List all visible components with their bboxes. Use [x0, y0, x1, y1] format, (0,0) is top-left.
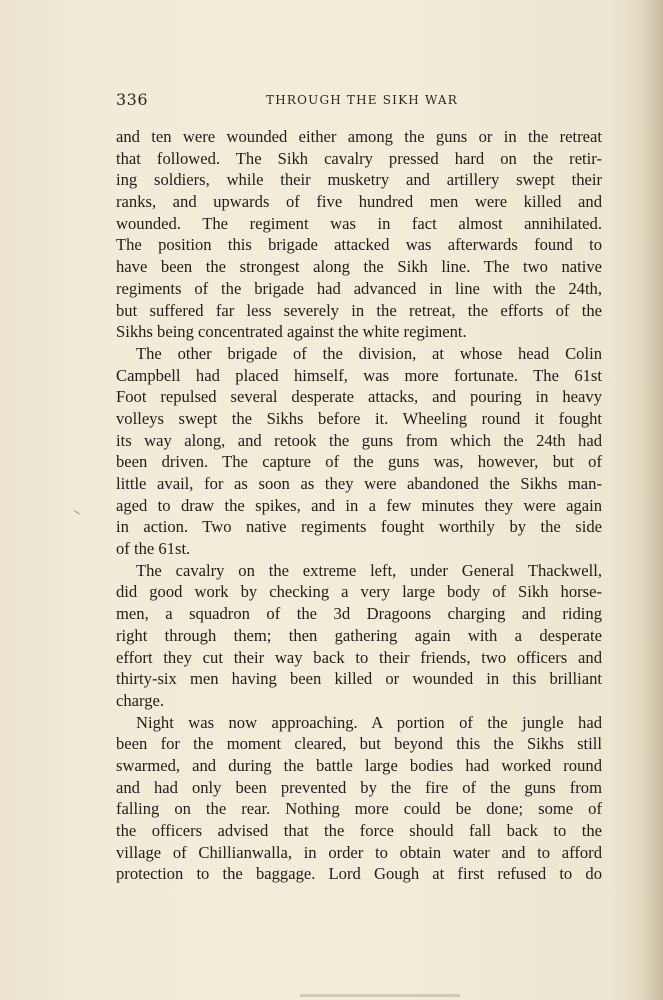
- text-line: falling on the rear. Nothing more could be done; some of: [116, 799, 602, 819]
- text-line: of the 61st.: [116, 539, 191, 559]
- text-line: charge.: [116, 690, 165, 710]
- text-line: The cavalry on the extreme left, under General Thackwell,: [136, 560, 602, 580]
- text-line: wounded. The regiment was in fact almost annihilated.: [116, 213, 602, 233]
- text-line: Foot repulsed several desperate attacks, and pouring in heavy: [116, 387, 602, 407]
- text-line: volleys swept the Sikhs before it. Wheeling round it fought: [116, 408, 602, 428]
- page-number: 336: [116, 90, 149, 109]
- text-line: The other brigade of the division, at whose head Colin: [136, 343, 602, 363]
- page-edge-shadow: [641, 0, 663, 1000]
- margin-mark: [74, 510, 79, 514]
- text-line: village of Chillianwalla, in order to obtain water and to afford: [116, 842, 602, 862]
- page-header: [116, 88, 546, 112]
- page-smudge: [300, 994, 460, 997]
- text-line: right through them; then gathering again with a desperate: [116, 625, 602, 645]
- running-head: THROUGH THE SIKH WAR: [266, 93, 459, 107]
- text-line: men, a squadron of the 3d Dragoons charging and riding: [116, 604, 602, 624]
- text-line: ing soldiers, while their musketry and artillery swept their: [116, 170, 602, 190]
- body-text: [116, 126, 602, 885]
- text-line: Night was now approaching. A portion of the jungle had: [136, 712, 602, 732]
- text-line: in action. Two native regiments fought worthily by the side: [116, 517, 602, 537]
- text-line: and ten were wounded either among the guns or in the retreat: [116, 127, 602, 146]
- text-line: the officers advised that the force should fall back to the: [116, 821, 602, 840]
- text-line: thirty-six men having been killed or wounded in this brilliant: [116, 669, 602, 689]
- text-line: did good work by checking a very large body of Sikh horse-: [116, 582, 602, 602]
- text-line: ranks, and upwards of five hundred men were killed and: [116, 192, 602, 212]
- text-line: aged to draw the spikes, and in a few minutes they were again: [116, 495, 602, 515]
- text-line: The position this brigade attacked was afterwards found to: [116, 235, 602, 255]
- text-line: been for the moment cleared, but beyond this the Sikhs still: [116, 734, 602, 754]
- text-line: little avail, for as soon as they were abandoned the Sikhs man-: [116, 474, 602, 493]
- text-line: regiments of the brigade had advanced in line with the 24th,: [116, 278, 602, 298]
- text-line: effort they cut their way back to their friends, two officers and: [116, 647, 602, 667]
- text-line: its way along, and retook the guns from which the 24th had: [116, 430, 602, 450]
- text-line: have been the strongest along the Sikh line. The two native: [116, 257, 602, 277]
- text-line: protection to the baggage. Lord Gough at first refused to do: [116, 864, 602, 884]
- text-line: that followed. The Sikh cavalry pressed hard on the retir-: [116, 148, 602, 168]
- text-line: Campbell had placed himself, was more fortunate. The 61st: [116, 365, 602, 385]
- text-line: and had only been prevented by the fire of the guns from: [116, 777, 602, 797]
- text-line: swarmed, and during the battle large bodies had worked round: [116, 755, 602, 775]
- text-line: Sikhs being concentrated against the white regiment.: [116, 322, 467, 342]
- text-line: but suffered far less severely in the retreat, the efforts of the: [116, 300, 602, 320]
- text-line: been driven. The capture of the guns was, however, but of: [116, 452, 602, 472]
